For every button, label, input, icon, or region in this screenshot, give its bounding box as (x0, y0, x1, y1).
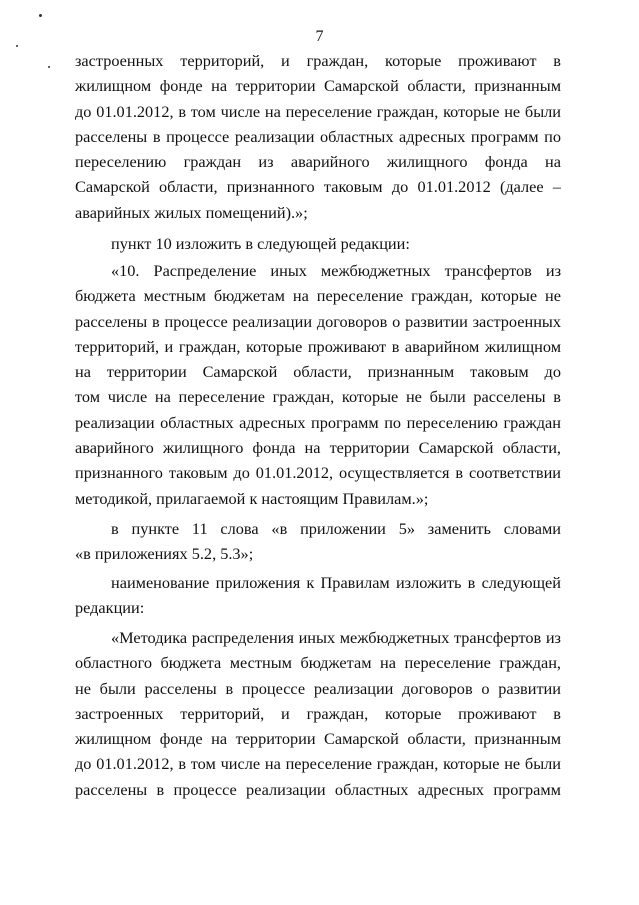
text-line: до 01.01.2012, в том числе на переселение граждан, которые не были (75, 754, 561, 774)
text-line: до 01.01.2012, в том числе на переселение граждан, которые не были (75, 101, 561, 121)
paragraph-amend-point-10 (75, 231, 561, 256)
text-line: методикой, прилагаемой к настоящим Правилам.»; (75, 488, 429, 508)
text-line: признанного таковым до 01.01.2012, осуществляется в соответствии (75, 463, 561, 483)
text-line: пункт 10 изложить в следующей редакции: (111, 234, 410, 253)
text-line: «Методика распределения иных межбюджетных трансфертов из (111, 628, 561, 647)
text-line: том числе на переселение граждан, которые не были расселены в (75, 387, 561, 407)
scan-speck (39, 14, 42, 17)
text-line: застроенных территорий, и граждан, которые проживают в (75, 51, 561, 70)
text-line: в пункте 11 слова «в приложении 5» заменить словами (111, 519, 561, 538)
text-line: застроенных территорий, и граждан, которые проживают в (75, 703, 561, 723)
text-line: «10. Распределение иных межбюджетных трансфертов из (111, 261, 561, 280)
scan-speck (16, 45, 18, 47)
paragraph-point-10-text (75, 258, 561, 511)
text-line: аварийных жилых помещений).»; (75, 202, 308, 222)
text-line: территорий, и граждан, которые проживают в аварийном жилищном (75, 336, 561, 356)
scan-speck (48, 66, 50, 68)
text-line: аварийного жилищного фонда на территории Самарской области, (75, 438, 561, 458)
text-line: расселены в процессе реализации областных адресных программ по (75, 126, 561, 146)
text-line: не были расселены в процессе реализации договоров о развитии (75, 678, 561, 698)
text-line: жилищном фонде на территории Самарской области, признанным (75, 76, 561, 96)
text-line: расселены в процессе реализации договоров о развитии застроенных (75, 311, 561, 331)
text-line: расселены в процессе реализации областных адресных программ (75, 779, 561, 799)
text-line: реализации областных адресных программ по переселению граждан (75, 412, 561, 432)
text-line: на территории Самарской области, признанным таковым до (75, 362, 561, 382)
paragraph-methodology (75, 625, 561, 802)
text-line: Самарской области, признанного таковым до 01.01.2012 (далее – (75, 177, 561, 197)
page-number: 7 (315, 28, 324, 45)
text-line: переселению граждан из аварийного жилищного фонда на (75, 152, 561, 172)
paragraph-continuation (75, 48, 561, 225)
text-line: редакции: (75, 598, 145, 618)
text-line: областного бюджета местным бюджетам на переселение граждан, (75, 653, 561, 673)
text-line: «в приложениях 5.2, 5.3»; (75, 544, 254, 564)
text-line: жилищном фонде на территории Самарской области, признанным (75, 729, 561, 749)
paragraph-point-11 (75, 516, 561, 567)
text-line: наименование приложения к Правилам изложить в следующей (111, 573, 561, 592)
paragraph-appendix-title (75, 570, 561, 621)
text-line: бюджета местным бюджетам на переселение граждан, которые не (75, 286, 561, 306)
